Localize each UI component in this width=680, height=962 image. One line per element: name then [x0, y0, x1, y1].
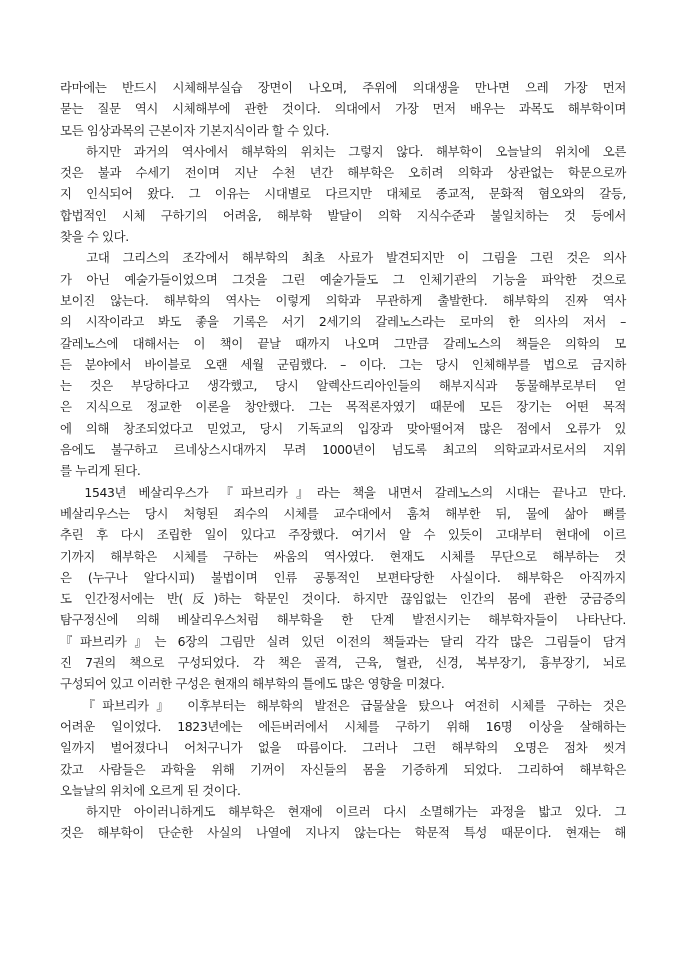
- text-line: 모든 임상과목의 근본이자 기본지식이라 할 수 있다.: [60, 122, 330, 138]
- text-line: 음에도 불구하고 르네상스시대까지 무려 1000년이 넘도록 최고의 의학교과서로서의 지위: [60, 442, 626, 458]
- text-line: 하지만 과거의 역사에서 해부학의 위치는 그렇지 않다. 해부학이 오늘날의 위치에 오른: [60, 143, 626, 159]
- text-line: 어려운 일이었다. 1823년에는 에든버러에서 시체를 구하기 위해 16명 이상을 살해하는: [60, 718, 626, 734]
- text-line: 라마에는 반드시 시체해부실습 장면이 나오며, 주위에 의대생을 만나면 으레 가장 먼저: [60, 80, 626, 95]
- text-line: 보이진 않는다. 해부학의 역사는 이렇게 의학과 무관하게 출발한다. 해부학의 진짜 역사: [60, 292, 626, 308]
- text-line: 는 것은 부당하다고 생각했고, 당시 알렉산드리아인들의 해부지식과 동물해부로부터 얻: [60, 378, 626, 394]
- text-line: 든 분야에서 바이블로 오랜 세월 군림했다. – 이다. 그는 당시 인체해부를 법으로 금지하: [60, 356, 626, 372]
- text-line: 합법적인 시체 구하기의 어려움, 해부학 발달이 의학 지식수준과 불일치하는 것 등에서: [60, 207, 626, 223]
- text-line: 구성되어 있고 이러한 구성은 현재의 해부학의 틀에도 많은 영향을 미쳤다.: [60, 676, 445, 692]
- text-line: 것은 불과 수세기 전이며 지난 수천 년간 해부학은 오히려 의학과 상관없는 학문으로까: [60, 165, 626, 181]
- text-line: 『파브리카』 이후부터는 해부학의 발전은 급물살을 탔으나 여전히 시체를 구하는 것은: [60, 697, 626, 713]
- text-line: 고대 그리스의 조각에서 해부학의 최초 사료가 발견되지만 이 그림을 그린 것은 의사: [60, 250, 626, 266]
- text-line: 도 인간정서에는 반(反)하는 학문인 것이다. 하지만 끊임없는 인간의 몸에 관한 궁금증의: [60, 591, 626, 607]
- text-line: 1543년 베살리우스가 『파브리카』라는 책을 내면서 갈레노스의 시대는 끝나고 만다.: [60, 484, 626, 500]
- text-line: 하지만 아이러니하게도 해부학은 현재에 이르러 다시 소멸해가는 과정을 밟고 있다. 그: [60, 804, 626, 820]
- text-line: 지 인식되어 왔다. 그 이유는 시대별로 다르지만 대체로 종교적, 문화적 혐오와의 갈등,: [60, 186, 626, 202]
- text-line: 기까지 해부학은 시체를 구하는 싸움의 역사였다. 현재도 시체를 무단으로 해부하는 것: [60, 548, 626, 564]
- text-line: 의 시작이라고 봐도 좋을 기록은 서기 2세기의 갈레노스라는 로마의 한 의사의 저서 –: [60, 314, 626, 330]
- text-line: 묻는 질문 역시 시체해부에 관한 것이다. 의대에서 가장 먼저 배우는 과목도 해부학이며: [60, 101, 626, 117]
- text-line: 에 의해 창조되었다고 믿었고, 당시 기독교의 입장과 맞아떨어져 많은 점에서 오류가 있: [60, 420, 626, 436]
- text-line: 은 지식으로 정교한 이론을 창안했다. 그는 목적론자였기 때문에 모든 장기는 어떤 목적: [60, 399, 626, 415]
- text-line: 가 아닌 예술가들이었으며 그것을 그린 예술가들도 그 인체기관의 기능을 파악한 것으로: [60, 271, 626, 287]
- text-line: 일까지 벌어졌다니 어처구니가 없을 따름이다. 그러나 그런 해부학의 오명은 점차 씻겨: [60, 740, 626, 756]
- text-line: 오늘날의 위치에 오르게 된 것이다.: [60, 782, 241, 798]
- text-line: 『파브리카』는 6장의 그림만 실려 있던 이전의 책들과는 달리 각각 많은 그림들이 담겨: [60, 633, 626, 649]
- text-line: 탐구정신에 의해 베살리우스처럼 해부학을 한 단계 발전시키는 해부학자들이 나타난다.: [60, 612, 626, 628]
- text-line: 것은 해부학이 단순한 사실의 나열에 지나지 않는다는 학문적 특성 때문이다. 현재는 해: [60, 825, 626, 841]
- body-text: [60, 77, 626, 844]
- text-line: 은 (누구나 알다시피) 불법이며 인류 공통적인 보편타당한 사실이다. 해부학은 아직까지: [60, 569, 626, 585]
- text-line: 를 누리게 된다.: [60, 463, 141, 479]
- text-line: 진 7권의 책으로 구성되었다. 각 책은 골격, 근육, 혈관, 신경, 복부장기, 흉부장기, 뇌로: [60, 655, 626, 671]
- text-line: 갔고 사람들은 과학을 위해 기꺼이 자신들의 몸을 기증하게 되었다. 그리하여 해부학은: [60, 761, 626, 777]
- text-line: 찾을 수 있다.: [60, 229, 129, 245]
- text-line: 추린 후 다시 조립한 일이 있다고 주장했다. 여기서 알 수 있듯이 고대부터 현대에 이르: [60, 527, 626, 543]
- text-line: 갈레노스에 대해서는 이 책이 끝날 때까지 나오며 그만큼 갈레노스의 책들은 의학의 모: [60, 335, 626, 351]
- text-line: 베살리우스는 당시 처형된 죄수의 시체를 교수대에서 훔쳐 해부한 뒤, 물에 삶아 뼈를: [60, 505, 626, 521]
